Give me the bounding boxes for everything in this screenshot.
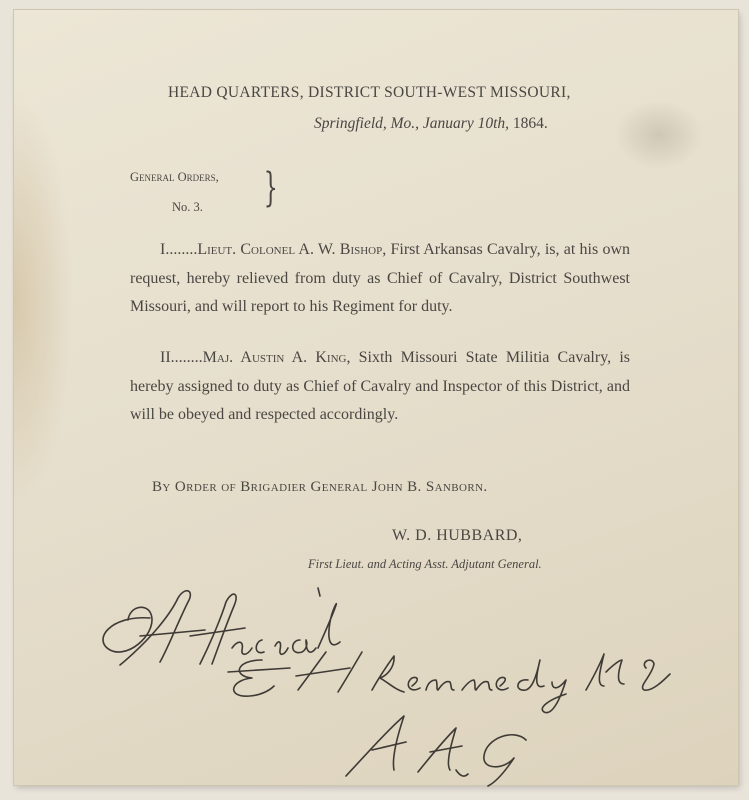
paragraph-officer: Lieut. Colonel A. W. Bishop,	[197, 241, 387, 258]
general-orders-number: No. 3.	[172, 200, 203, 214]
paragraph-officer: Maj. Austin A. King,	[202, 349, 351, 366]
paragraph-numeral: I........	[160, 241, 198, 258]
paragraph-numeral: II........	[160, 349, 203, 366]
signer-title: First Lieut. and Acting Asst. Adjutant General.	[308, 557, 542, 571]
handwritten-official	[103, 591, 340, 665]
by-order-line: By Order of Brigadier General John B. Sanborn.	[152, 479, 488, 495]
paragraph-text: First Arkansas Cavalry, is, at his own request, hereby relieved from duty as Chief of Cavalry, District Southwest Missouri, and will report to his Regiment for duty.	[130, 241, 630, 316]
handwritten-rank	[346, 716, 526, 786]
general-orders-label: General Orders,	[130, 170, 219, 184]
signer-name: W. D. HUBBARD,	[392, 527, 523, 544]
dateline-place-date: Springfield, Mo., January 10th,	[314, 115, 510, 132]
dateline-year: 1864.	[512, 115, 548, 132]
handwritten-signature	[228, 652, 670, 713]
brace-symbol: }	[263, 165, 278, 211]
ink-mark	[318, 588, 320, 596]
paragraph-text: Sixth Missouri State Militia Cavalry, is hereby assigned to duty as Chief of Cavalry and Inspector of this District, and will be obeyed and respected accordingly.	[130, 349, 631, 424]
headquarters-heading: HEAD QUARTERS, DISTRICT SOUTH-WEST MISSOURI,	[168, 84, 571, 101]
